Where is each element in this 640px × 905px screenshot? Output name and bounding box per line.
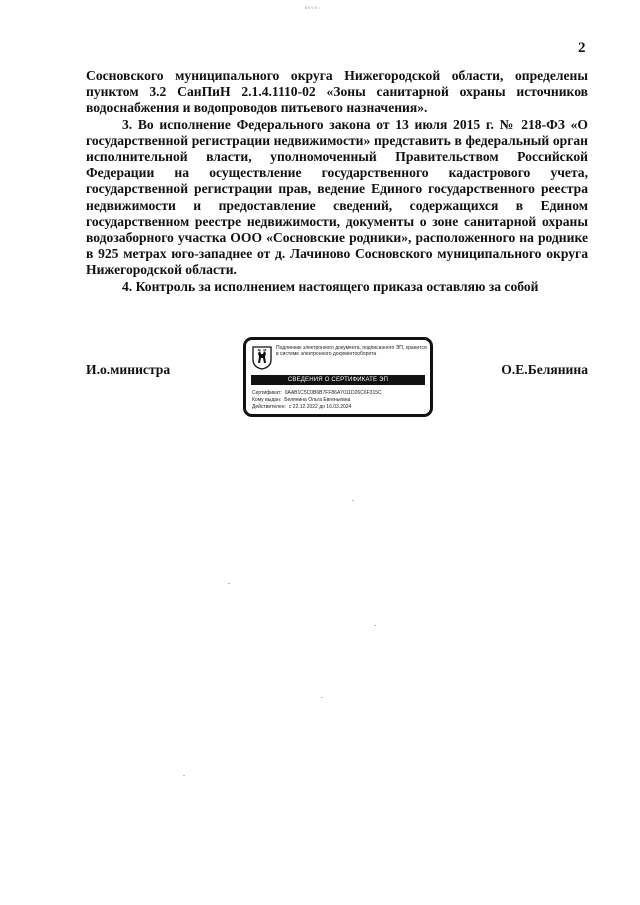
issued-to-value: Белянина Ольга Евгеньевна: [284, 397, 351, 403]
issued-to-label: Кому выдан:: [252, 397, 282, 403]
deer-emblem-icon: [252, 346, 272, 370]
stamp-note: Подлинник электронного документа, подписанного ЭП, хранится в системе электронного документооборота: [276, 345, 427, 357]
document-body: [86, 68, 588, 295]
paragraph-item-4: 4. Контроль за исполнением настоящего приказа оставляю за собой: [122, 278, 539, 294]
stamp-details: [252, 390, 428, 411]
valid-label: Действителен:: [252, 404, 286, 410]
stamp-valid-row: [252, 404, 428, 411]
signer-name: О.Е.Белянина: [501, 362, 588, 377]
scan-speck: [352, 500, 354, 501]
e-signature-stamp: [243, 337, 433, 417]
scan-speck: [374, 625, 376, 626]
certificate-value: 0AAB1C5C0B6B7FF86A7011D26C6F315C: [284, 390, 382, 396]
scan-speck: [321, 697, 323, 698]
valid-value: с 22.12.2022 до 16.03.2024: [288, 404, 352, 410]
scan-speck: [183, 775, 185, 776]
stamp-issued-row: [252, 397, 428, 404]
paragraph-continuation: Сосновского муниципального округа Нижегородской области, определены пунктом 3.2 СанПиН 2.1.4.1110-02 «Зоны санитарной охраны источников водоснабжения и водопроводов питьевого назначения».: [86, 68, 588, 116]
paragraph-item-3: 3. Во исполнение Федерального закона от 13 июля 2015 г. № 218-ФЗ «О государственной регистрации недвижимости» представить в федеральный орган исполнительной власти, уполномоченный Правительством Российской Федерации на осуществление государственного кадастрового учета, государственной регистрации прав, ведение Единого государственного реестра недвижимости и предоставление сведений, содержащихся в Едином государственном реестре недвижимости, документы о зоне санитарной охраны водозаборного участка ООО «Сосновские родники», расположенного на роднике в 925 метрах юго-западнее от д. Лачиново Сосновского муниципального округа Нижегородской области.: [86, 116, 588, 278]
certificate-label: Сертификат:: [252, 390, 282, 396]
scan-speck: [228, 583, 230, 584]
page-number: 2: [578, 40, 586, 56]
scan-artifact: ⁿˢᵛᵉ·: [305, 4, 322, 13]
stamp-header: СВЕДЕНИЯ О СЕРТИФИКАТЕ ЭП: [251, 375, 425, 385]
stamp-certificate-row: [252, 390, 428, 397]
signer-title: И.о.министра: [86, 362, 171, 377]
